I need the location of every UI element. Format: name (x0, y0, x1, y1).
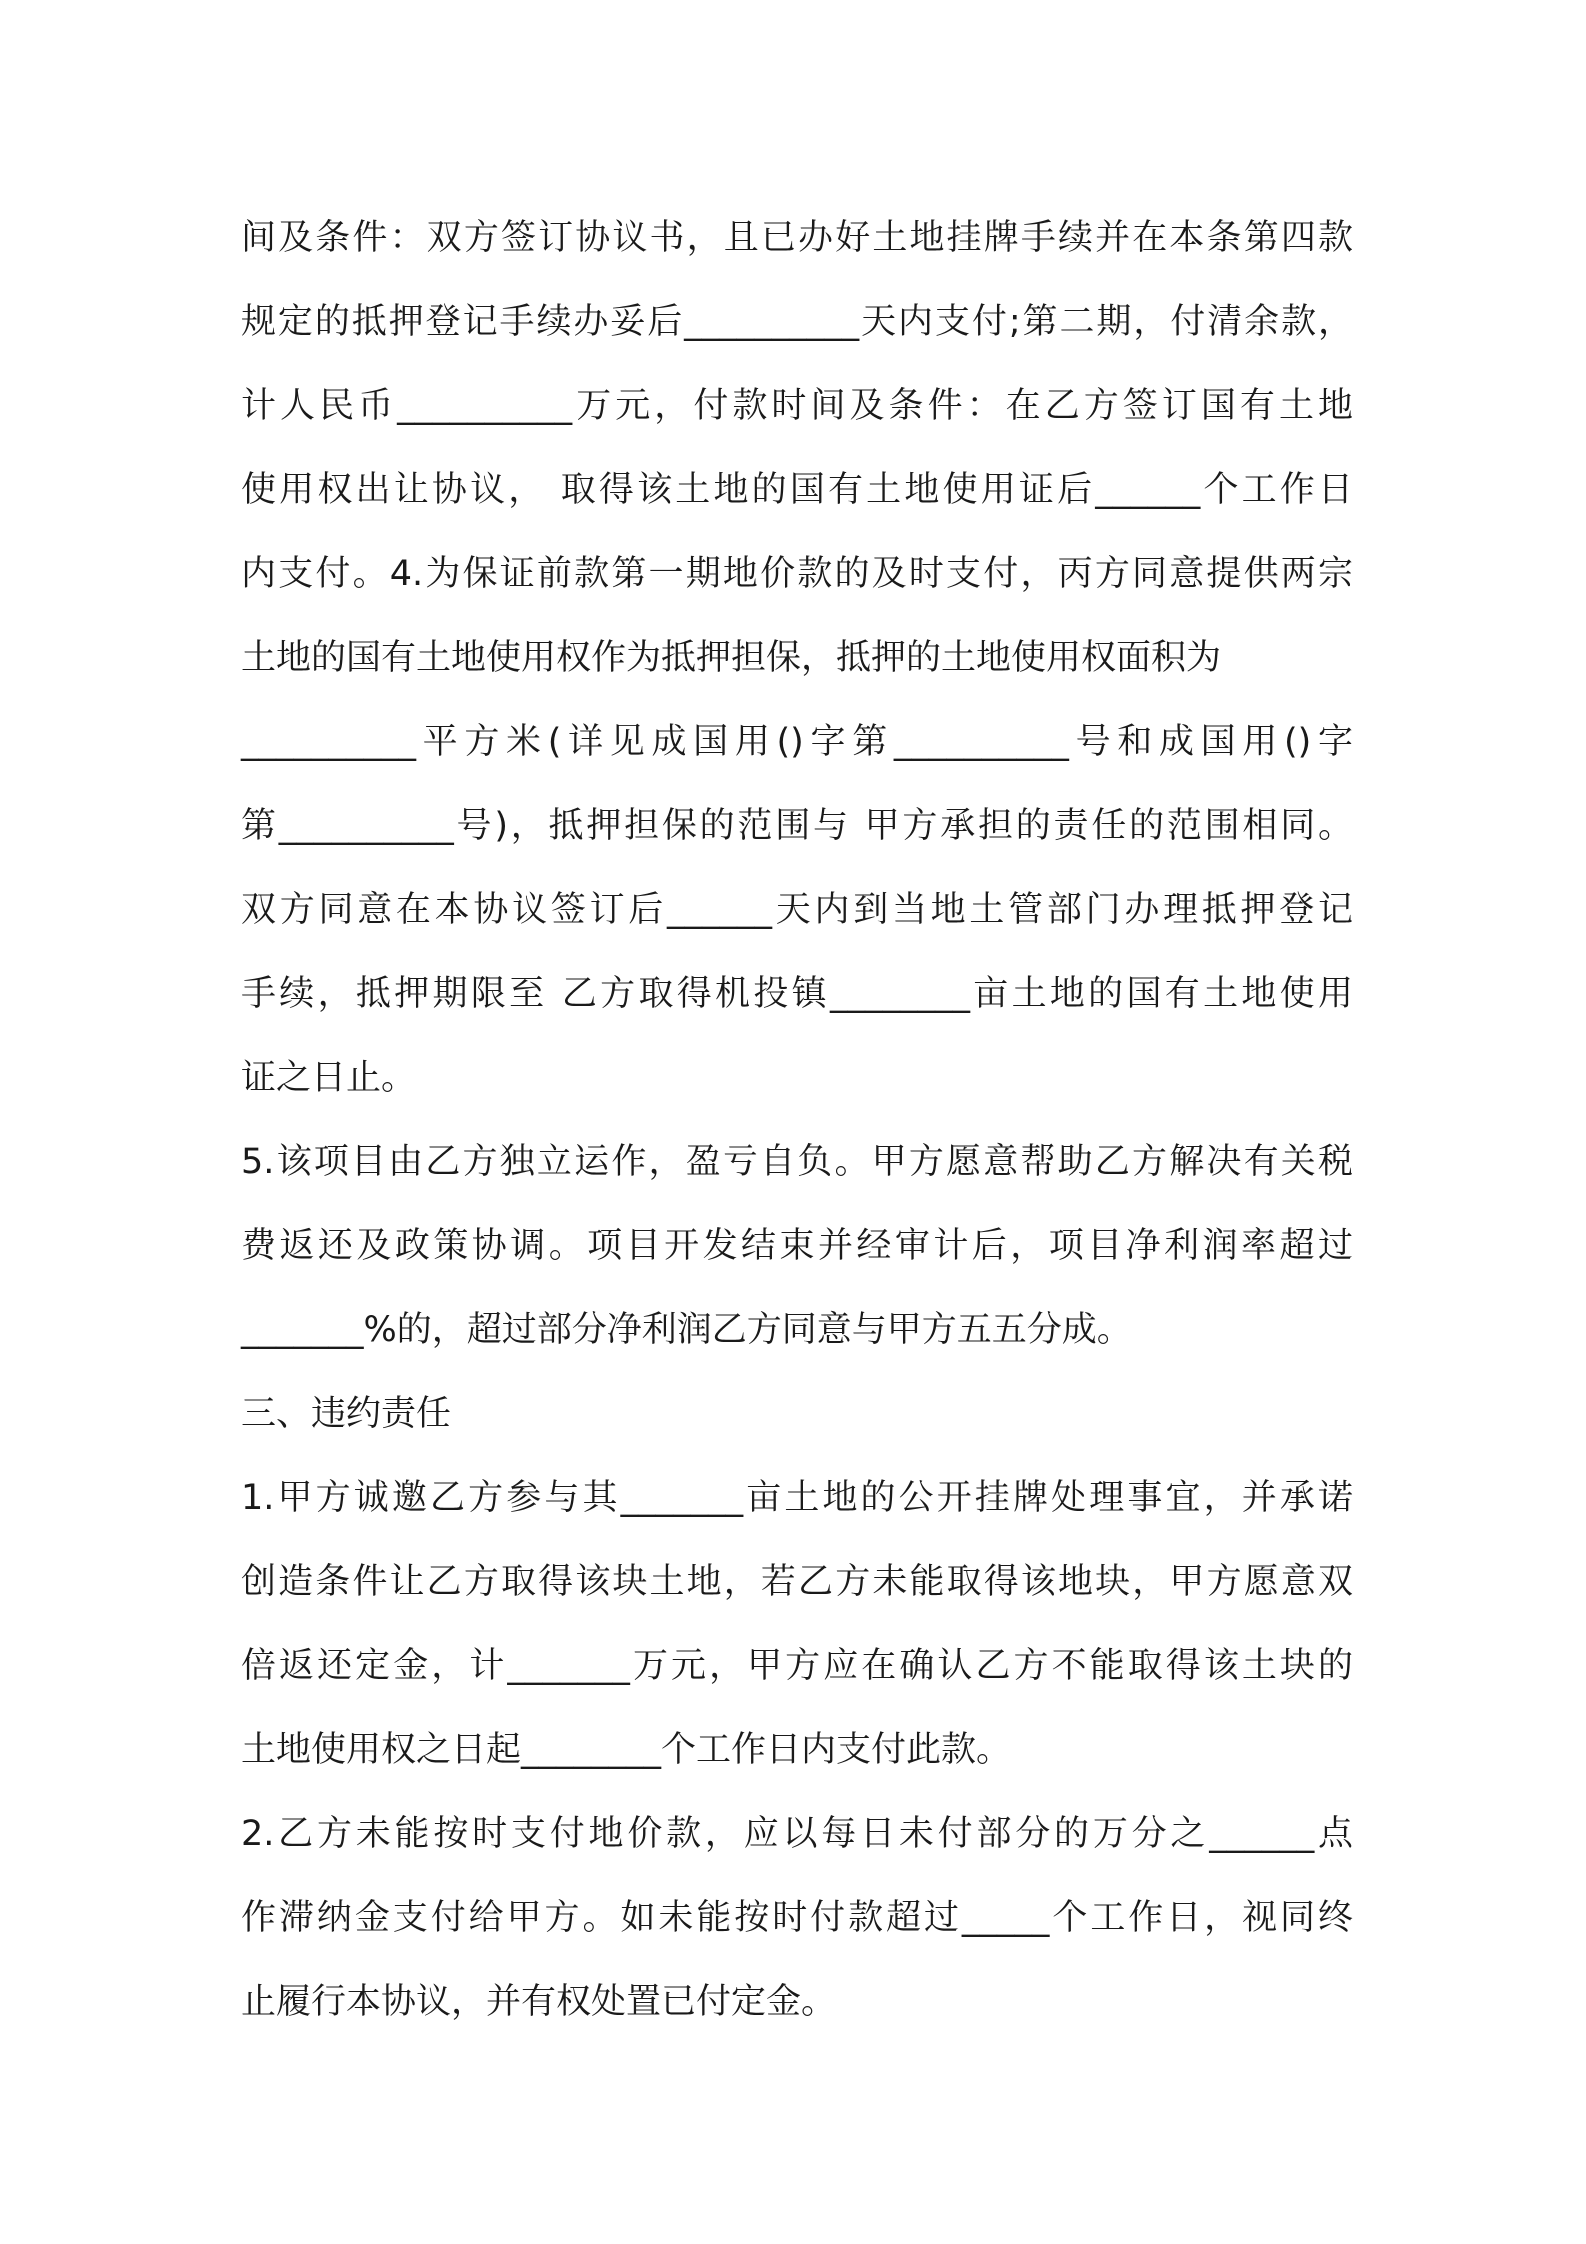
text-line: 使用权出让协议， 取得该土地的国有土地使用证后______个工作日 (241, 470, 1353, 510)
text-line: 计人民币__________万元，付款时间及条件：在乙方签订国有土地 (241, 386, 1353, 426)
document-body (241, 196, 1353, 2044)
text-line: 止履行本协议，并有权处置已付定金。 (241, 1982, 837, 2022)
text-line: 作滞纳金支付给甲方。如未能按时付款超过_____个工作日，视同终 (241, 1898, 1353, 1938)
text-line: 证之日止。 (241, 1058, 417, 1098)
section-heading: 三、违约责任 (241, 1394, 452, 1434)
text-line: 倍返还定金，计_______万元，甲方应在确认乙方不能取得该土块的 (241, 1646, 1353, 1686)
text-line: 双方同意在本协议签订后______天内到当地土管部门办理抵押登记 (241, 890, 1353, 930)
text-line: 第__________号)，抵押担保的范围与 甲方承担的责任的范围相同。 (241, 806, 1353, 846)
text-line: 土地使用权之日起________个工作日内支付此款。 (241, 1730, 1012, 1770)
text-line: 费返还及政策协调。项目开发结束并经审计后，项目净利润率超过 (241, 1226, 1353, 1266)
text-line: 规定的抵押登记手续办妥后__________天内支付;第二期，付清余款， (241, 302, 1353, 342)
text-line: 2.乙方未能按时支付地价款，应以每日未付部分的万分之______点 (241, 1814, 1353, 1854)
text-line: 间及条件：双方签订协议书，且已办好土地挂牌手续并在本条第四款 (241, 218, 1353, 258)
text-line: 1.甲方诚邀乙方参与其_______亩土地的公开挂牌处理事宜，并承诺 (241, 1478, 1353, 1518)
text-line: 手续，抵押期限至 乙方取得机投镇________亩土地的国有土地使用 (241, 974, 1353, 1014)
text-line: __________平方米(详见成国用()字第__________号和成国用()字 (241, 722, 1353, 762)
text-line: _______%的，超过部分净利润乙方同意与甲方五五分成。 (241, 1310, 1132, 1350)
text-line: 土地的国有土地使用权作为抵押担保，抵押的土地使用权面积为 (241, 638, 1222, 678)
text-line: 5.该项目由乙方独立运作，盈亏自负。甲方愿意帮助乙方解决有关税 (241, 1142, 1353, 1182)
text-line: 内支付。4.为保证前款第一期地价款的及时支付，丙方同意提供两宗 (241, 554, 1353, 594)
text-line: 创造条件让乙方取得该块土地，若乙方未能取得该地块，甲方愿意双 (241, 1562, 1353, 1602)
